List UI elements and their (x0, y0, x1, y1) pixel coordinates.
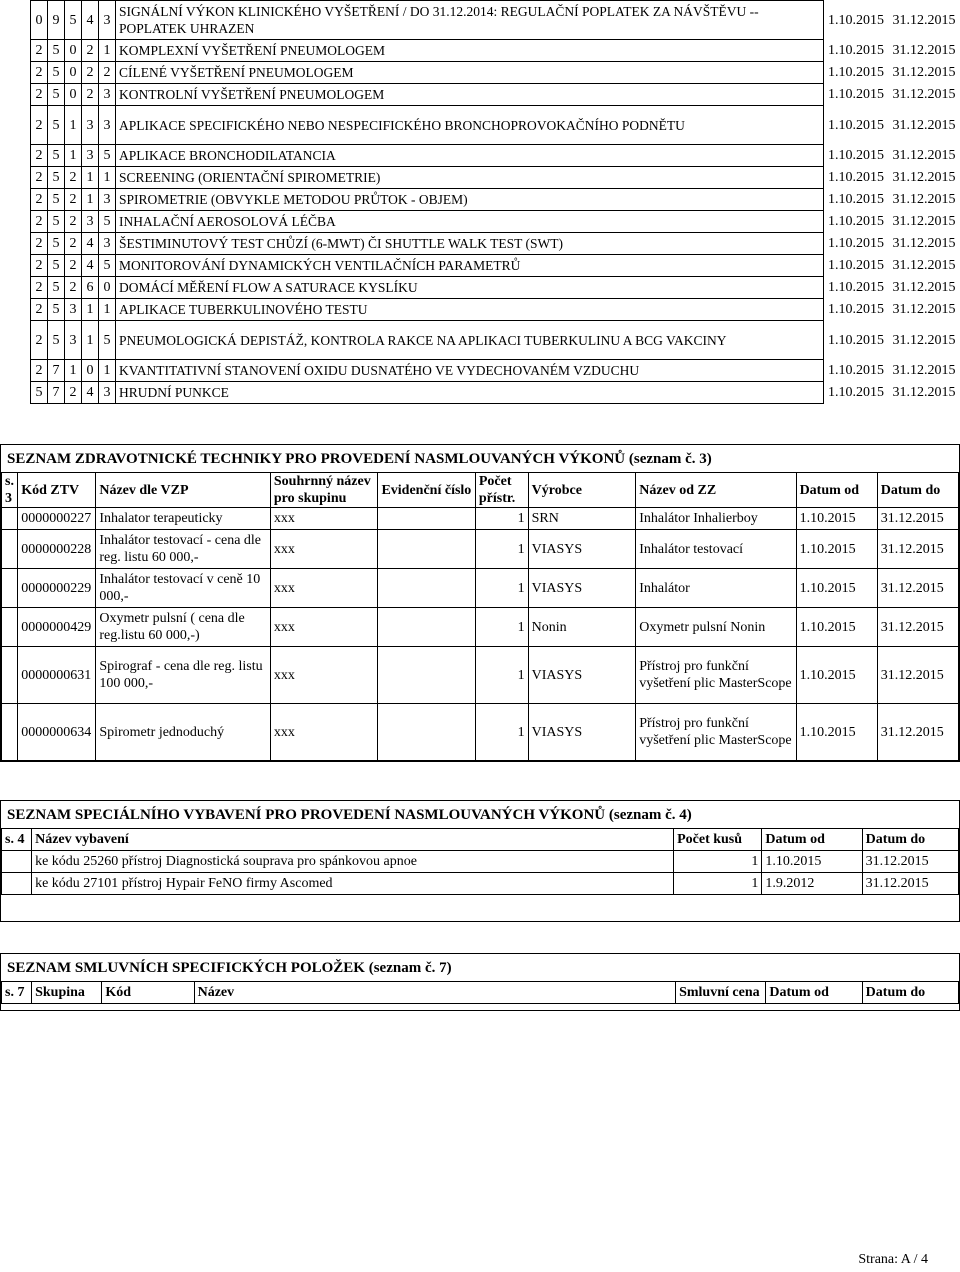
vykon-row (31, 167, 960, 189)
table-row (2, 647, 959, 704)
date-from: 1.10.2015 (796, 569, 877, 608)
vykon-name: SPIROMETRIE (OBVYKLE METODOU PRŮTOK - OBJEM) (116, 189, 824, 211)
code-digit: 3 (99, 1, 116, 40)
nazev-vzp: Spirograf - cena dle reg. listu 100 000,- (96, 647, 271, 704)
table-row (2, 608, 959, 647)
seznam-7-table (1, 981, 959, 1004)
vykon-name: SCREENING (ORIENTAČNÍ SPIROMETRIE) (116, 167, 824, 189)
column-header: Datum do (877, 473, 958, 508)
date-to: 31.12.2015 (892, 117, 956, 133)
code-digit: 2 (99, 62, 116, 84)
date-to: 31.12.2015 (877, 530, 958, 569)
vykon-name: KONTROLNÍ VYŠETŘENÍ PNEUMOLOGEM (116, 84, 824, 106)
column-header: Datum do (862, 982, 958, 1004)
kod-ztv: 0000000631 (18, 647, 96, 704)
code-digit: 2 (65, 233, 82, 255)
table-row (2, 508, 959, 530)
code-digit: 5 (48, 40, 65, 62)
vykon-name: APLIKACE BRONCHODILATANCIA (116, 145, 824, 167)
code-digit: 2 (65, 189, 82, 211)
vykon-row (31, 277, 960, 299)
row-index (2, 851, 32, 873)
code-digit: 4 (82, 1, 99, 40)
column-header: Evidenční číslo (378, 473, 475, 508)
seznam-7-title: SEZNAM SMLUVNÍCH SPECIFICKÝCH POLOŽEK (seznam č. 7) (7, 960, 452, 976)
code-digit: 1 (65, 360, 82, 382)
date-to: 31.12.2015 (877, 704, 958, 761)
column-header: Název dle VZP (96, 473, 271, 508)
souhrnny-nazev: xxx (270, 530, 378, 569)
code-digit: 5 (48, 255, 65, 277)
code-digit: 7 (48, 360, 65, 382)
kod-ztv: 0000000229 (18, 569, 96, 608)
souhrnny-nazev: xxx (270, 508, 378, 530)
date-to: 31.12.2015 (892, 363, 956, 378)
code-digit: 5 (48, 62, 65, 84)
date-from: 1.10.2015 (828, 65, 884, 80)
vykon-name: HRUDNÍ PUNKCE (116, 382, 824, 404)
column-header: Kód ZTV (18, 473, 96, 508)
souhrnny-nazev: xxx (270, 647, 378, 704)
vykon-name: INHALAČNÍ AEROSOLOVÁ LÉČBA (116, 211, 824, 233)
nazev-zz: Inhalátor (636, 569, 796, 608)
code-digit: 6 (82, 277, 99, 299)
date-from: 1.10.2015 (796, 647, 877, 704)
date-to: 31.12.2015 (892, 302, 956, 317)
seznam-4-table (1, 828, 959, 895)
table-row (2, 873, 959, 895)
pocet-pristroju: 1 (475, 569, 528, 608)
souhrnny-nazev: xxx (270, 608, 378, 647)
date-to: 31.12.2015 (877, 508, 958, 530)
table-row (2, 704, 959, 761)
date-from: 1.9.2012 (762, 873, 862, 895)
column-header: Datum od (796, 473, 877, 508)
vykon-name: APLIKACE SPECIFICKÉHO NEBO NESPECIFICKÉHO BRONCHOPROVOKAČNÍHO PODNĚTU (116, 106, 824, 145)
vykon-name: KVANTITATIVNÍ STANOVENÍ OXIDU DUSNATÉHO VE VYDECHOVANÉM VZDUCHU (116, 360, 824, 382)
nazev-zz: Oxymetr pulsní Nonin (636, 608, 796, 647)
nazev-vybaveni: ke kódu 27101 přístroj Hypair FeNO firmy Ascomed (32, 873, 674, 895)
evidencni-cislo (378, 508, 475, 530)
column-header: Datum od (762, 829, 862, 851)
vyrobce: SRN (528, 508, 636, 530)
row-index (2, 704, 18, 761)
souhrnny-nazev: xxx (270, 569, 378, 608)
code-digit: 1 (99, 360, 116, 382)
date-from: 1.10.2015 (796, 704, 877, 761)
date-from: 1.10.2015 (828, 12, 884, 28)
code-digit: 3 (99, 233, 116, 255)
column-header: s. 4 (2, 829, 32, 851)
date-to: 31.12.2015 (892, 12, 956, 28)
date-to: 31.12.2015 (877, 608, 958, 647)
vykon-name: KOMPLEXNÍ VYŠETŘENÍ PNEUMOLOGEM (116, 40, 824, 62)
kod-ztv: 0000000429 (18, 608, 96, 647)
pocet-pristroju: 1 (475, 508, 528, 530)
date-to: 31.12.2015 (892, 192, 956, 207)
nazev-vzp: Oxymetr pulsní ( cena dle reg.listu 60 000,-) (96, 608, 271, 647)
date-from: 1.10.2015 (828, 302, 884, 317)
vykon-row (31, 106, 960, 145)
code-digit: 7 (48, 382, 65, 404)
code-digit: 2 (82, 84, 99, 106)
column-header: Datum do (862, 829, 958, 851)
date-from: 1.10.2015 (828, 117, 884, 133)
date-from: 1.10.2015 (762, 851, 862, 873)
code-digit: 1 (82, 299, 99, 321)
column-header: Souhrnný název pro skupinu (270, 473, 378, 508)
vykon-row (31, 145, 960, 167)
code-digit: 2 (31, 62, 48, 84)
pocet-pristroju: 1 (475, 608, 528, 647)
date-from: 1.10.2015 (828, 87, 884, 102)
code-digit: 2 (31, 40, 48, 62)
column-header: s. 7 (2, 982, 32, 1004)
column-header: Výrobce (528, 473, 636, 508)
pocet-pristroju: 1 (475, 530, 528, 569)
column-header: Název vybavení (32, 829, 674, 851)
code-digit: 2 (31, 84, 48, 106)
code-digit: 2 (31, 106, 48, 145)
evidencni-cislo (378, 530, 475, 569)
column-header: Smluvní cena (676, 982, 766, 1004)
table-row (2, 569, 959, 608)
table-row (2, 530, 959, 569)
code-digit: 3 (99, 84, 116, 106)
vykon-name: CÍLENÉ VYŠETŘENÍ PNEUMOLOGEM (116, 62, 824, 84)
date-to: 31.12.2015 (892, 385, 956, 400)
row-index (2, 530, 18, 569)
date-to: 31.12.2015 (892, 236, 956, 251)
evidencni-cislo (378, 704, 475, 761)
code-digit: 4 (82, 255, 99, 277)
row-index (2, 569, 18, 608)
seznam-7-section (0, 953, 960, 1011)
code-digit: 5 (99, 255, 116, 277)
code-digit: 5 (48, 189, 65, 211)
date-from: 1.10.2015 (828, 258, 884, 273)
code-digit: 5 (99, 321, 116, 360)
code-digit: 5 (48, 299, 65, 321)
code-digit: 5 (65, 1, 82, 40)
vykon-row (31, 382, 960, 404)
nazev-vzp: Inhalator terapeuticky (96, 508, 271, 530)
nazev-vybaveni: ke kódu 25260 přístroj Diagnostická souprava pro spánkovou apnoe (32, 851, 674, 873)
vykon-name: DOMÁCÍ MĚŘENÍ FLOW A SATURACE KYSLÍKU (116, 277, 824, 299)
evidencni-cislo (378, 608, 475, 647)
nazev-zz: Inhalátor Inhalierboy (636, 508, 796, 530)
code-digit: 0 (65, 62, 82, 84)
date-from: 1.10.2015 (828, 332, 884, 348)
souhrnny-nazev: xxx (270, 704, 378, 761)
seznam-3-section (0, 444, 960, 762)
vykon-row (31, 62, 960, 84)
code-digit: 2 (65, 167, 82, 189)
pocet-kusu: 1 (674, 851, 762, 873)
code-digit: 5 (48, 211, 65, 233)
column-header: Datum od (766, 982, 862, 1004)
code-digit: 3 (82, 145, 99, 167)
date-to: 31.12.2015 (892, 332, 956, 348)
date-to: 31.12.2015 (892, 43, 956, 58)
code-digit: 2 (65, 211, 82, 233)
date-to: 31.12.2015 (892, 280, 956, 295)
code-digit: 2 (31, 277, 48, 299)
date-to: 31.12.2015 (862, 851, 958, 873)
vykon-row (31, 189, 960, 211)
nazev-zz: Přístroj pro funkční vyšetření plic MasterScope (636, 647, 796, 704)
date-from: 1.10.2015 (828, 363, 884, 378)
date-to: 31.12.2015 (892, 258, 956, 273)
nazev-vzp: Spirometr jednoduchý (96, 704, 271, 761)
row-index (2, 647, 18, 704)
vykon-row (31, 211, 960, 233)
code-digit: 5 (48, 277, 65, 299)
column-header: Počet přístr. (475, 473, 528, 508)
code-digit: 0 (31, 1, 48, 40)
date-to: 31.12.2015 (892, 87, 956, 102)
code-digit: 0 (65, 40, 82, 62)
code-digit: 5 (48, 167, 65, 189)
code-digit: 3 (65, 299, 82, 321)
seznam-3-table (1, 472, 959, 761)
date-from: 1.10.2015 (828, 192, 884, 207)
vykon-name: MONITOROVÁNÍ DYNAMICKÝCH VENTILAČNÍCH PARAMETRŮ (116, 255, 824, 277)
vykon-row (31, 255, 960, 277)
date-to: 31.12.2015 (892, 148, 956, 163)
column-header: Kód (102, 982, 194, 1004)
code-digit: 3 (65, 321, 82, 360)
table-row (2, 851, 959, 873)
nazev-zz: Přístroj pro funkční vyšetření plic MasterScope (636, 704, 796, 761)
row-index (2, 873, 32, 895)
code-digit: 2 (31, 299, 48, 321)
code-digit: 0 (65, 84, 82, 106)
code-digit: 3 (82, 211, 99, 233)
vykon-row (31, 321, 960, 360)
evidencni-cislo (378, 569, 475, 608)
code-digit: 5 (99, 211, 116, 233)
code-digit: 5 (31, 382, 48, 404)
vyrobce: VIASYS (528, 704, 636, 761)
code-digit: 3 (99, 106, 116, 145)
date-from: 1.10.2015 (828, 43, 884, 58)
column-header: Název od ZZ (636, 473, 796, 508)
code-digit: 2 (82, 62, 99, 84)
nazev-vzp: Inhalátor testovací v ceně 10 000,- (96, 569, 271, 608)
vykon-row (31, 360, 960, 382)
code-digit: 3 (82, 106, 99, 145)
code-digit: 5 (48, 106, 65, 145)
vyrobce: VIASYS (528, 530, 636, 569)
vykony-table (30, 0, 960, 404)
vykon-name: PNEUMOLOGICKÁ DEPISTÁŽ, KONTROLA RAKCE NA APLIKACI TUBERKULINU A BCG VAKCINY (116, 321, 824, 360)
code-digit: 2 (31, 321, 48, 360)
code-digit: 2 (31, 167, 48, 189)
code-digit: 4 (82, 233, 99, 255)
date-to: 31.12.2015 (892, 214, 956, 229)
vykon-name: SIGNÁLNÍ VÝKON KLINICKÉHO VYŠETŘENÍ / DO 31.12.2014: REGULAČNÍ POPLATEK ZA NÁVŠTĚVU -- POPLATEK UHRAZEN (116, 1, 824, 40)
vykon-row (31, 1, 960, 40)
code-digit: 2 (31, 360, 48, 382)
column-header: s. 3 (2, 473, 18, 508)
pocet-pristroju: 1 (475, 704, 528, 761)
code-digit: 0 (99, 277, 116, 299)
code-digit: 9 (48, 1, 65, 40)
vykon-name: ŠESTIMINUTOVÝ TEST CHŮZÍ (6-MWT) ČI SHUTTLE WALK TEST (SWT) (116, 233, 824, 255)
date-from: 1.10.2015 (828, 214, 884, 229)
code-digit: 2 (82, 40, 99, 62)
row-index (2, 508, 18, 530)
column-header: Počet kusů (674, 829, 762, 851)
code-digit: 5 (48, 321, 65, 360)
nazev-vzp: Inhalátor testovací - cena dle reg. listu 60 000,- (96, 530, 271, 569)
row-index (2, 608, 18, 647)
code-digit: 4 (82, 382, 99, 404)
code-digit: 3 (99, 189, 116, 211)
date-from: 1.10.2015 (796, 608, 877, 647)
code-digit: 2 (31, 189, 48, 211)
kod-ztv: 0000000227 (18, 508, 96, 530)
code-digit: 3 (99, 382, 116, 404)
code-digit: 1 (65, 145, 82, 167)
date-from: 1.10.2015 (796, 530, 877, 569)
evidencni-cislo (378, 647, 475, 704)
page-number: Strana: A / 4 (858, 1252, 928, 1267)
date-from: 1.10.2015 (828, 385, 884, 400)
date-from: 1.10.2015 (828, 148, 884, 163)
code-digit: 2 (31, 233, 48, 255)
vykon-row (31, 233, 960, 255)
code-digit: 1 (82, 321, 99, 360)
date-to: 31.12.2015 (892, 170, 956, 185)
seznam-4-section (0, 800, 960, 922)
vyrobce: Nonin (528, 608, 636, 647)
date-from: 1.10.2015 (828, 236, 884, 251)
code-digit: 2 (31, 211, 48, 233)
vyrobce: VIASYS (528, 569, 636, 608)
pocet-pristroju: 1 (475, 647, 528, 704)
code-digit: 1 (99, 299, 116, 321)
kod-ztv: 0000000634 (18, 704, 96, 761)
column-header: Skupina (32, 982, 102, 1004)
code-digit: 1 (82, 189, 99, 211)
code-digit: 2 (31, 145, 48, 167)
seznam-3-title: SEZNAM ZDRAVOTNICKÉ TECHNIKY PRO PROVEDENÍ NASMLOUVANÝCH VÝKONŮ (seznam č. 3) (7, 451, 712, 467)
date-to: 31.12.2015 (862, 873, 958, 895)
code-digit: 2 (65, 382, 82, 404)
date-from: 1.10.2015 (828, 170, 884, 185)
vykon-name: APLIKACE TUBERKULINOVÉHO TESTU (116, 299, 824, 321)
code-digit: 5 (99, 145, 116, 167)
vyrobce: VIASYS (528, 647, 636, 704)
date-to: 31.12.2015 (877, 569, 958, 608)
date-to: 31.12.2015 (892, 65, 956, 80)
vykon-row (31, 299, 960, 321)
code-digit: 1 (82, 167, 99, 189)
seznam-4-title: SEZNAM SPECIÁLNÍHO VYBAVENÍ PRO PROVEDENÍ NASMLOUVANÝCH VÝKONŮ (seznam č. 4) (7, 807, 692, 823)
code-digit: 1 (99, 167, 116, 189)
code-digit: 2 (65, 255, 82, 277)
nazev-zz: Inhalátor testovací (636, 530, 796, 569)
code-digit: 1 (65, 106, 82, 145)
kod-ztv: 0000000228 (18, 530, 96, 569)
code-digit: 1 (99, 40, 116, 62)
date-to: 31.12.2015 (877, 647, 958, 704)
code-digit: 5 (48, 145, 65, 167)
vykon-row (31, 84, 960, 106)
code-digit: 2 (31, 255, 48, 277)
code-digit: 5 (48, 84, 65, 106)
column-header: Název (194, 982, 676, 1004)
pocet-kusu: 1 (674, 873, 762, 895)
code-digit: 2 (65, 277, 82, 299)
code-digit: 0 (82, 360, 99, 382)
vykon-row (31, 40, 960, 62)
date-from: 1.10.2015 (828, 280, 884, 295)
code-digit: 5 (48, 233, 65, 255)
date-from: 1.10.2015 (796, 508, 877, 530)
